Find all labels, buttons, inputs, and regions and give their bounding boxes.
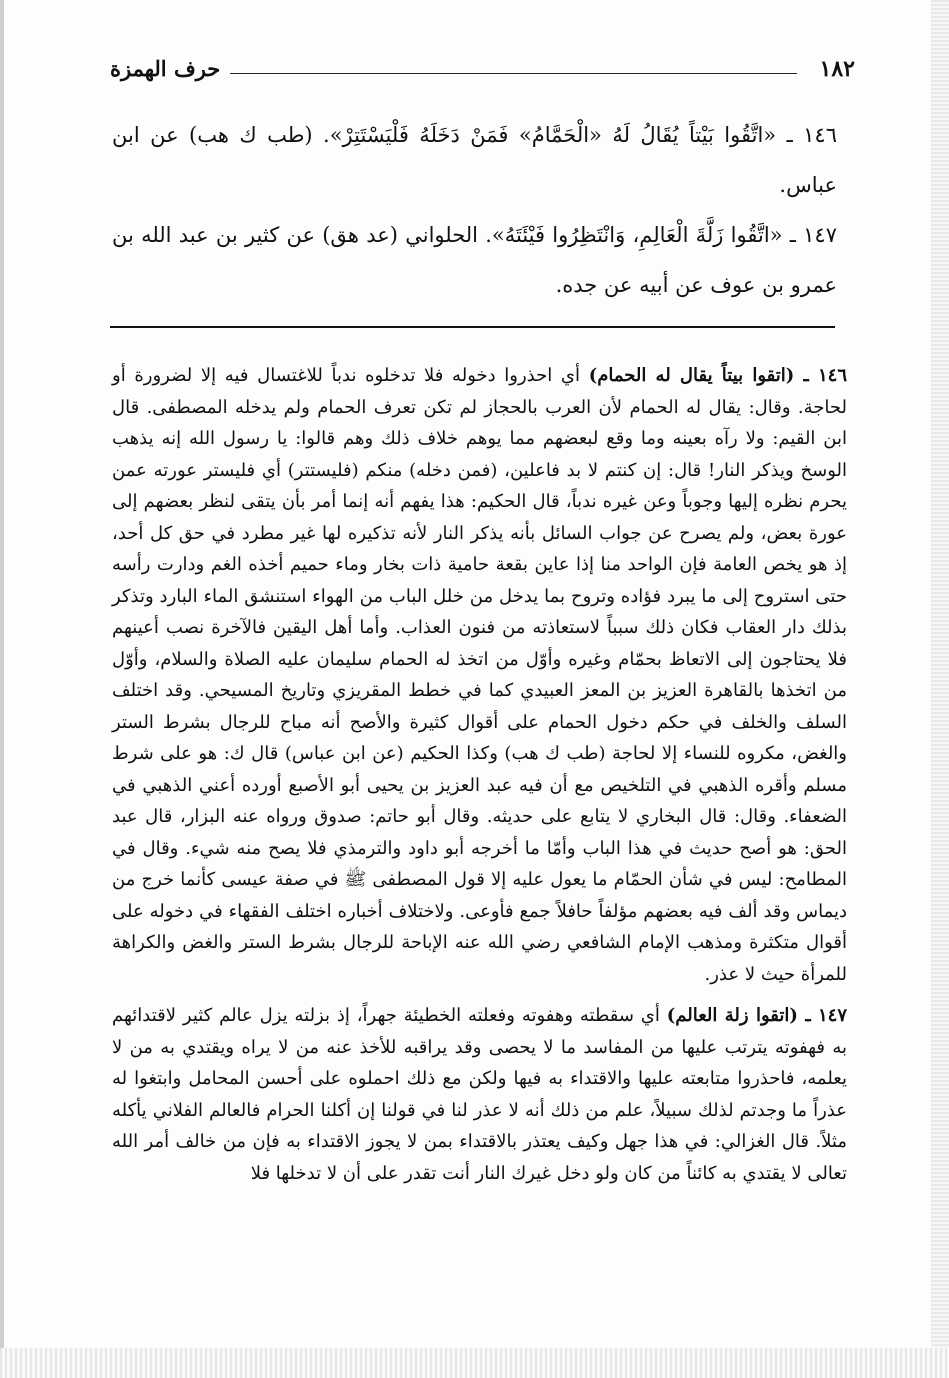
commentary-146 (112, 360, 847, 990)
commentary-block (112, 360, 847, 1199)
footnote-separator (110, 326, 835, 328)
hadith-number: ١٤٦ ـ (776, 123, 837, 147)
header-rule (230, 73, 797, 74)
commentary-147 (112, 1000, 847, 1189)
page-edge-bottom (0, 1348, 949, 1378)
commentary-lead: (اتقوا زلة العالم) (666, 1005, 798, 1026)
page-header (110, 56, 855, 92)
page-number: ١٨٢ (819, 56, 855, 82)
commentary-text: أي سقطته وهفوته وفعلته الخطيئة جهراً، إذ بزلته يزل عالم كثير لاقتدائهم به فهفوته يترتب عليها من المفاسد ما لا يحصى وقد يراقبه للأخذ عنه من لا يراه ويقتدي به من لا يعلمه، فاحذروا متابعته عليها والاقتداء به فيها ولكن مع ذلك احملوه على أحسن المحامل وابتغوا له عذراً ما وجدتم لذلك سبيلاً، علم من ذلك أنه لا عذر لنا في قولنا إن أكلنا الحرام فالعالم الفلاني يأكله مثلاً. قال الغزالي: في هذا جهل وكيف يعتذر بالاقتداء بمن لا يجوز الاقتداء به فإن من خالف أمر الله تعالى لا يقتدي به كائناً من كان ولو دخل غيرك النار أنت تقدر على أن لا تدخلها فلا (112, 1005, 847, 1184)
hadith-number: ١٤٧ ـ (782, 223, 837, 247)
commentary-number: ١٤٦ ـ (794, 365, 847, 386)
hadith-text: «اتَّقُوا زَلَّةَ الْعَالِمِ، وَانْتَظِرُوا فَيْئَتَهُ». الحلواني (عد هق) عن كثير بن عبد الله بن عمرو بن عوف عن أبيه عن جده. (112, 223, 837, 297)
hadith-146 (112, 110, 837, 210)
commentary-lead: (اتقوا بيتاً يقال له الحمام) (588, 365, 795, 386)
commentary-text: أي احذروا دخوله فلا تدخلوه ندباً للاغتسال فيه إلا لضرورة أو لحاجة. وقال: يقال له الحمام لأن العرب بالحجاز لم تكن تعرف الحمام ولم يدخله المصطفى. قال ابن القيم: ولا رآه بعينه وما وقع لبعضهم مما يوهم خلاف ذلك وهم قالوا: يا رسول الله إنه يذهب الوسخ ويذكر النار! قال: إن كنتم لا بد فاعلين، (فمن دخله) منكم (فليستتر) أي فليستر عورته عمن يحرم نظره إليها وجوباً وعن غيره ندباً، قال الحكيم: هذا يفهم أنه إنما أمر بأن يتقى لنظر بعضهم إلى عورة بعض، ولم يصرح عن جواب السائل بأنه يذكر النار لأنه تذكيره لها غير مطرد في حق كل أحد، إذ هو يخص العامة فإن الواحد منا إذا عاين بقعة حامية ذات بخار وماء حميم أخذه الغم ودارت رأسه حتى استروح إلى ما يبرد فؤاده وتروح بما يدخل من خلل الباب من الهواء استنشق الماء البارد وتذكر بذلك دار العقاب فكان ذلك سبباً لاستعاذته من فنون العذاب. وأما أهل اليقين فالآخرة نصب أعينهم فلا يحتاجون إلى الاتعاظ بحمّام وغيره وأوّل من اتخذ له الحمام سليمان عليه الصلاة والسلام، وأوّل من اتخذها بالقاهرة العزيز بن المعز العبيدي كما في خطط المقريزي وتاريخ المسيحي. وقد اختلف السلف والخلف في حكم دخول الحمام على أقوال كثيرة والأصح أنه مباح للرجال بشرط الستر والغض، مكروه للنساء إلا لحاجة (طب ك هب) وكذا الحكيم (عن ابن عباس) قال ك: هو على شرط مسلم وأقره الذهبي في التلخيص مع أن فيه عبد العزيز بن يحيى أبو الأصبع أورده أعني الذهبي في الضعفاء. وقال: قال البخاري لا يتابع على حديثه. وقال أبو حاتم: صدوق ورواه عنه البزار، قال عبد الحق: هو أصح حديث في هذا الباب وأمّا ما أخرجه أبو داود والترمذي فلا يصح منه شيء. وقال في المطامح: ليس في شأن الحمّام ما يعول عليه إلا قول المصطفى ﷺ في صفة عيسى كأنما خرج من ديماس وقد ألف فيه بعضهم مؤلفاً حافلاً جمع فأوعى. ولاختلاف أخباره اختلف الفقهاء في دخوله على أقوال متكثرة ومذهب الإمام الشافعي رضي الله عنه الإباحة للرجال بشرط الستر والغض والكراهة للمرأة حيث لا عذر. (112, 365, 848, 985)
running-title: حرف الهمزة (110, 56, 221, 81)
hadith-text: «اتَّقُوا بَيْتاً يُقَالُ لَهُ «الْحَمَّامُ» فَمَنْ دَخَلَهُ فَلْيَسْتَتِرْ». (طب ك هب) عن ابن عباس. (112, 123, 837, 197)
hadith-text-block (112, 110, 837, 310)
page-edge-left (0, 0, 4, 1378)
hadith-147 (112, 210, 837, 310)
commentary-number: ١٤٧ ـ (797, 1005, 847, 1026)
page-edge-right (931, 0, 949, 1378)
